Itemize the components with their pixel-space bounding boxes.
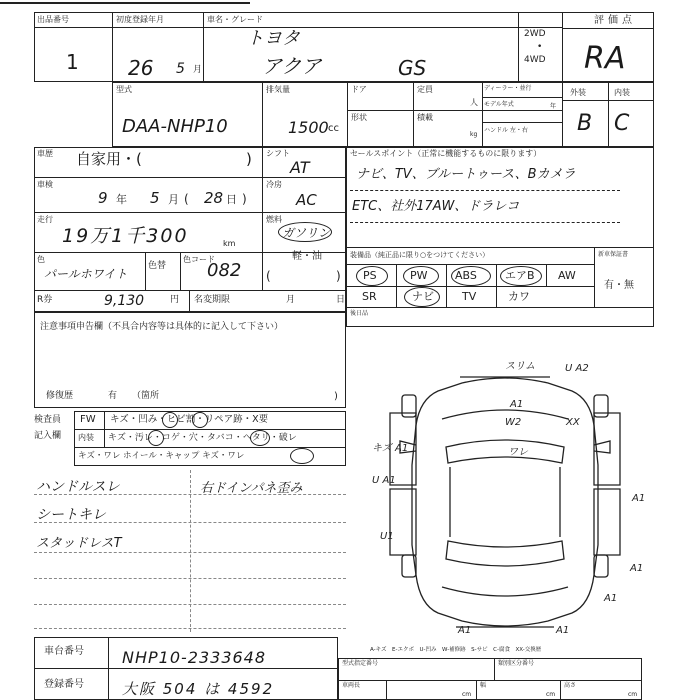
model-name: アクア	[262, 54, 322, 78]
grade: GS	[398, 56, 427, 80]
repair-label: 修復歴	[46, 391, 74, 401]
equip-airbag: エアB	[505, 269, 535, 282]
entry-label: 記入欄	[34, 431, 62, 441]
capacity-unit: 人	[470, 98, 478, 107]
load-unit: kg	[470, 131, 478, 138]
fuel-label: 燃料	[266, 215, 282, 224]
score: RA	[584, 41, 626, 76]
first-reg-month-unit: 月	[193, 65, 203, 75]
sales-line-2: ETC、社外17AW、ドラレコ	[352, 199, 520, 214]
score-label: 評価点	[594, 15, 636, 26]
class-label: 類別区分番号	[498, 660, 535, 667]
model-year-label: モデル年式	[484, 101, 514, 108]
diagram-mark-ua2: U A2	[565, 363, 589, 374]
first-reg-year: 26	[128, 56, 154, 80]
fuel: ガソリン	[282, 226, 331, 240]
load-label: 積載	[417, 113, 433, 122]
model-code-label: 型式	[116, 85, 132, 94]
recycle-value: 9,130	[104, 293, 145, 309]
diagram-mark-slim: スリム	[505, 361, 535, 372]
shift: AT	[290, 158, 310, 177]
inspection-label: 車検	[37, 180, 53, 189]
check-row-interior: キズ・汚レ・コゲ・穴・タバコ・へタリ・破レ	[108, 433, 297, 443]
displacement: 1500	[288, 118, 329, 137]
check-row-fw: キズ・凹み・ヒビ割・リペア跡・X要	[110, 414, 269, 425]
lot-no: 1	[66, 50, 79, 74]
diagram-mark-crack: ワレ	[508, 447, 528, 458]
plate-label: 登録番号	[44, 679, 84, 690]
ac-label: 冷房	[266, 180, 282, 189]
width-label: 幅	[480, 682, 487, 689]
first-reg-month: 5	[176, 61, 185, 77]
note-studless-tire: スタッドレスT	[36, 536, 122, 551]
vin: NHP10-2333648	[122, 648, 267, 667]
equip-leather: カワ	[508, 290, 530, 303]
drive-2wd: 2WD	[524, 29, 546, 39]
equip-ps: PS	[363, 269, 377, 282]
color: パールホワイト	[44, 267, 128, 281]
inspection-month: 5	[150, 189, 160, 207]
new-warranty-label: 新車保証書	[598, 251, 629, 258]
diagram-mark-a1-rear-right: A1	[630, 563, 644, 574]
model-year-unit: 年	[550, 103, 557, 110]
handle-label: ハンドル 左・右	[484, 127, 528, 134]
recycle-unit: 円	[170, 295, 180, 305]
mileage: 19万1千300	[62, 225, 189, 247]
inspection-year: 9	[98, 189, 108, 207]
repair-value: 有	[108, 391, 118, 401]
diagram-mark-a1-hood: A1	[510, 399, 524, 410]
note-dash-distortion: 右ドインパネ歪み	[200, 481, 303, 496]
inspection-day: 28	[204, 189, 224, 207]
lot-no-label: 出品番号	[37, 15, 69, 24]
equip-abs: ABS	[455, 269, 477, 282]
color-code: 082	[207, 260, 242, 281]
diagram-mark-u1: U1	[380, 531, 394, 542]
warranty-value: 有・無	[604, 280, 634, 291]
drive-4wd: 4WD	[524, 55, 546, 65]
dealer-label: ディーラー・並行	[484, 85, 532, 92]
title-underline	[0, 2, 250, 4]
use-value: 自家用・(	[76, 150, 142, 168]
plate: 大阪 504 は 4592	[122, 680, 275, 698]
car-damage-diagram	[350, 355, 660, 645]
use-label: 車歴	[37, 149, 53, 158]
first-reg-label: 初度登録年月	[116, 15, 164, 24]
repair-part: （箇所	[132, 391, 160, 401]
diagram-mark-a1-right: A1	[632, 493, 646, 504]
shape-label: 形状	[351, 113, 367, 122]
mileage-unit: km	[223, 239, 236, 248]
expiry-label: 名変期限	[194, 295, 231, 305]
doors-label: ドア	[351, 85, 367, 94]
equip-sr: SR	[362, 290, 377, 303]
notes-label: 注意事項申告欄（不具合内容等は具体的に記入して下さい）	[40, 322, 284, 332]
diagram-mark-w2: W2	[505, 417, 522, 428]
check-tag-interior: 内装	[78, 433, 94, 442]
equip-aw: AW	[558, 269, 576, 282]
model-code: DAA-NHP10	[122, 116, 228, 137]
sales-label: セールスポイント（正常に機能するものに限ります）	[350, 149, 542, 158]
color-label: 色	[37, 255, 45, 264]
diagram-mark-a1-rear: A1	[604, 593, 618, 604]
mileage-label: 走行	[37, 215, 53, 224]
sales-line-1: ナビ、TV、ブルートゥース、Bカメラ	[356, 167, 576, 182]
diagram-mark-scratch-a1: キズ A1	[372, 443, 409, 454]
ac: AC	[296, 191, 317, 209]
diagram-mark-a1-rear-bumper-2: A1	[556, 625, 570, 636]
fuel-alt: 軽・油	[292, 251, 322, 262]
note-seat-tear: シートキレ	[36, 507, 106, 523]
check-tag-fw: FW	[80, 414, 96, 425]
equip-tv: TV	[462, 290, 477, 303]
displacement-unit: cc	[328, 123, 339, 134]
exterior-grade: B	[577, 111, 593, 136]
displacement-label: 排気量	[266, 85, 290, 94]
color-change-label: 色替	[148, 261, 167, 271]
color-code-label: 色コード	[183, 255, 215, 264]
interior-label: 内装	[614, 88, 630, 97]
equip-label: 装備品（純正品に限り○をつけてください）	[350, 251, 490, 259]
diagram-mark-a1-rear-bumper: A1	[458, 625, 472, 636]
damage-legend: A-キズ E-エクボ U-凹み W-補修跡 S-サビ C-腐食 XX-交換歴	[370, 647, 542, 653]
vin-label: 車台番号	[44, 646, 84, 657]
inspector-label: 検査員	[34, 415, 62, 425]
make-grade-label: 車名・グレード	[207, 15, 263, 24]
shift-label: シフト	[266, 149, 290, 158]
auction-sheet: 出品番号 1 初度登録年月 26 5 月 車名・グレード トヨタ アクア GS 2WD • 4WD 評価点 RA 型式 DAA-NHP10 排気量 1500 cc ドア 定員 人 ディーラー・並行 モデル年式 年 形状 積載 kg ハンドル 左・右 外装 内装 B C 車歴 自家用・( ) シフト AT 車検 9 年 5 月 ( 28 日 ) 冷房 AC 走行 19万1千300 km 燃料 ガソリン 軽・油 色 パールホワイト 色替 色コード 082 ( ) R券 9,130 円 名変期限 月 日 セールスポイント（正常に機能するものに限ります） ナビ、TV、ブルートゥース、Bカメラ ETC、社外17AW、ドラレコ 装備品（純正品に限り○をつけてください） 新車保証書 有・無 PS PW ABS エアB AW SR ナビ TV カワ 後日品 注意事項申告欄（不具合内容等は具体的に記入して下さい） 修復歴 有 （箇所 ) 検査員 記入欄 FW キズ・凹み・ヒビ割・リペア跡・X要 内装 キズ・汚レ・コゲ・穴・タバコ・へタリ・破レ キズ・ワレ ホイール・キャップ キズ・ワレ ハンドルスレ シートキレ スタッドレスT 右ドインパネ歪み スリム U A2 A1 W2 XX ワレ キズ A1 U A1 A1 U1 A1 A1 A1 A1 車台番号 NHP10-2333648 登録番号 大阪 504 は 4592 A-キズ E-エクボ U-凹み W-補修跡 S-サビ C-腐食 XX-交換歴 型式指定番号 類別区分番号 車両長 cm 幅 cm 高さ cm	[0, 0, 700, 700]
note-handle-scuff: ハンドルスレ	[36, 479, 120, 495]
diagram-mark-ua1: U A1	[372, 475, 396, 486]
equip-pw: PW	[410, 269, 428, 282]
diagram-mark-xx: XX	[566, 417, 580, 428]
capacity-label: 定員	[417, 85, 433, 94]
after-label: 後日品	[350, 310, 369, 317]
length-label: 車両長	[342, 682, 361, 689]
height-label: 高さ	[564, 682, 577, 689]
check-row-mirror: キズ・ワレ ホイール・キャップ キズ・ワレ	[78, 451, 245, 461]
cert-label: 型式指定番号	[342, 660, 379, 667]
interior-grade: C	[614, 111, 630, 136]
make: トヨタ	[246, 28, 300, 49]
equip-navi: ナビ	[412, 290, 434, 303]
exterior-label: 外装	[570, 88, 586, 97]
recycle-label: R券	[37, 295, 53, 305]
